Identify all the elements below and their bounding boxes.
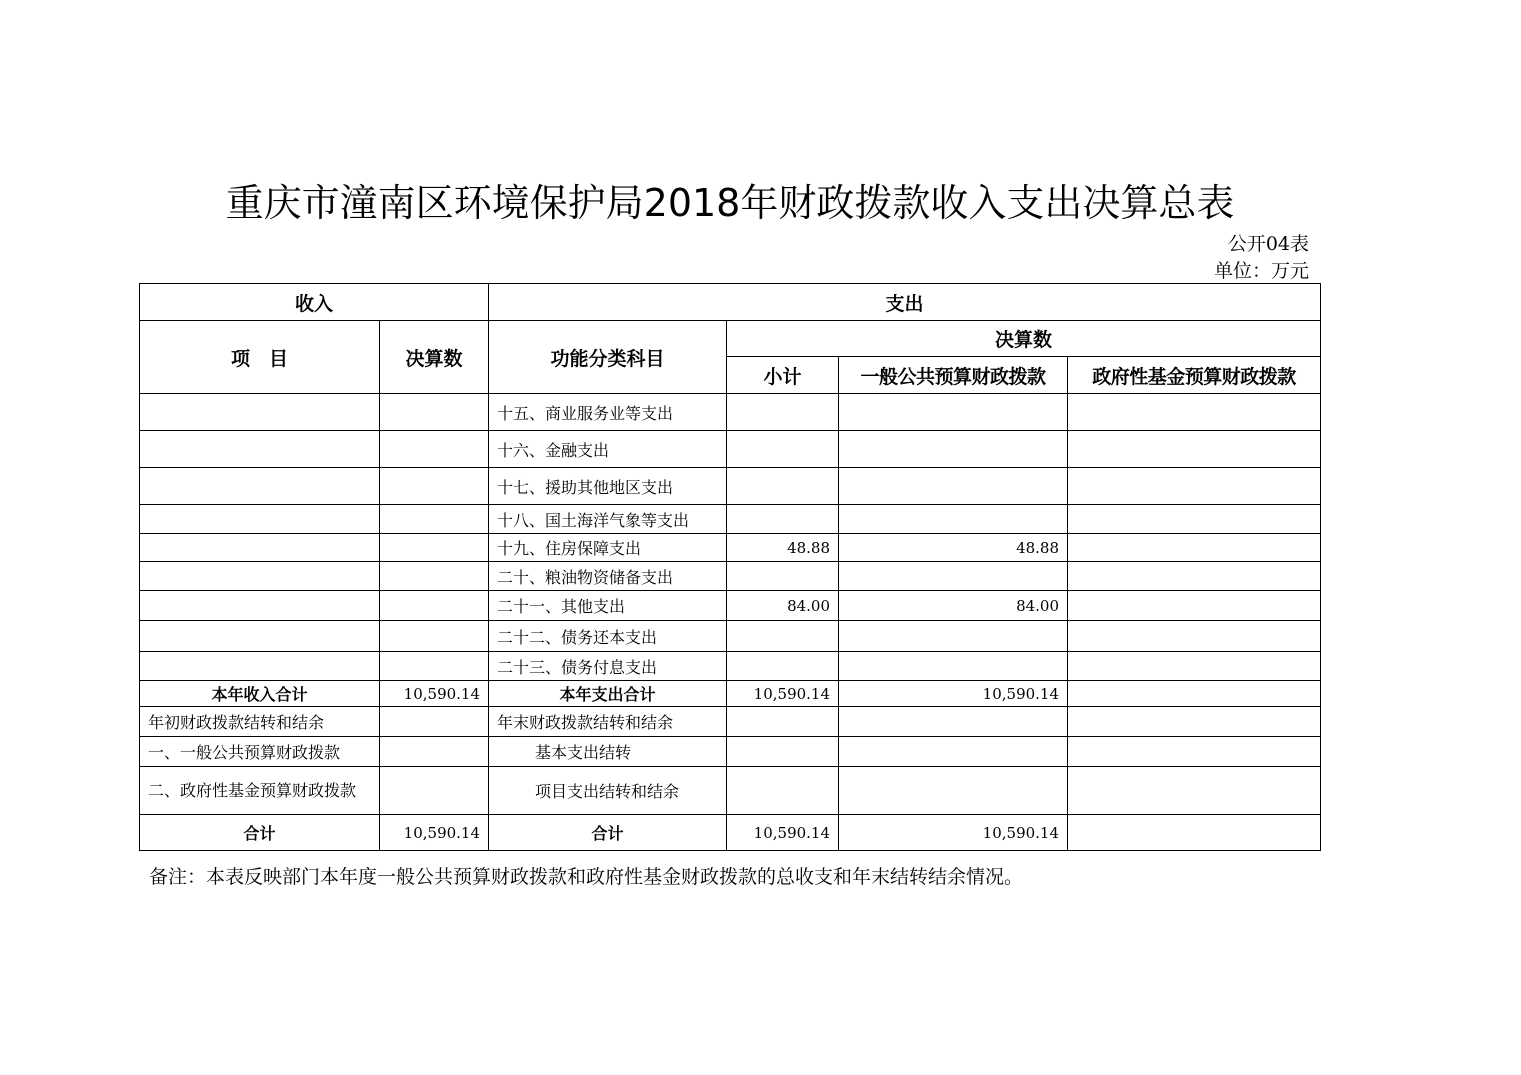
table-row (140, 431, 1321, 468)
category-cell: 二十一、其他支出 (489, 591, 727, 621)
table-row (140, 394, 1321, 431)
general-carry-label: 一、一般公共预算财政拨款 (140, 737, 380, 767)
general-cell: 48.88 (839, 534, 1068, 562)
grand-expense-subtotal: 10,590.14 (727, 815, 839, 851)
general-cell (839, 394, 1068, 431)
category-cell: 二十、粮油物资储备支出 (489, 562, 727, 591)
grand-income-value: 10,590.14 (380, 815, 489, 851)
table-row (140, 562, 1321, 591)
year-income-total-label: 本年收入合计 (140, 681, 380, 707)
category-cell: 十五、商业服务业等支出 (489, 394, 727, 431)
carry-row (140, 767, 1321, 815)
general-cell (839, 652, 1068, 681)
expense-header: 支出 (489, 284, 1321, 321)
func-category-header: 功能分类科目 (489, 321, 727, 394)
year-expense-subtotal: 10,590.14 (727, 681, 839, 707)
grand-total-row (140, 815, 1321, 851)
general-budget-header: 一般公共预算财政拨款 (839, 357, 1068, 394)
footnote: 备注：本表反映部门本年度一般公共预算财政拨款和政府性基金财政拨款的总收支和年末结转结余情况。 (149, 866, 1024, 888)
category-cell: 二十三、债务付息支出 (489, 652, 727, 681)
project-carry-label: 项目支出结转和结余 (489, 767, 727, 815)
unit-label: 单位：万元 (1213, 260, 1309, 282)
subtotal-cell: 84.00 (727, 591, 839, 621)
grand-income-label: 合计 (140, 815, 380, 851)
expense-amount-header: 决算数 (727, 321, 1321, 357)
category-cell: 十八、国土海洋气象等支出 (489, 505, 727, 534)
end-carry-label: 年末财政拨款结转和结余 (489, 707, 727, 737)
category-cell: 十九、住房保障支出 (489, 534, 727, 562)
form-number: 公开04表 (1227, 233, 1309, 255)
subtotal-cell (727, 431, 839, 468)
subtotal-header: 小计 (727, 357, 839, 394)
general-cell (839, 505, 1068, 534)
begin-carry-label: 年初财政拨款结转和结余 (140, 707, 380, 737)
budget-table (139, 283, 1321, 851)
carry-row (140, 707, 1321, 737)
table-row (140, 652, 1321, 681)
category-cell: 二十二、债务还本支出 (489, 621, 727, 652)
basic-carry-label: 基本支出结转 (489, 737, 727, 767)
year-expense-total-label: 本年支出合计 (489, 681, 727, 707)
table-row (140, 505, 1321, 534)
year-expense-general: 10,590.14 (839, 681, 1068, 707)
table-row (140, 591, 1321, 621)
subtotal-cell (727, 394, 839, 431)
year-total-row (140, 681, 1321, 707)
income-header: 收入 (140, 284, 489, 321)
year-income-total-value: 10,590.14 (380, 681, 489, 707)
header-row-2 (140, 321, 1321, 357)
table-row (140, 468, 1321, 505)
gov-fund-header: 政府性基金预算财政拨款 (1068, 357, 1321, 394)
gov-carry-label: 二、政府性基金预算财政拨款 (140, 767, 380, 815)
general-cell (839, 468, 1068, 505)
subtotal-cell (727, 652, 839, 681)
general-cell: 84.00 (839, 591, 1068, 621)
category-cell: 十六、金融支出 (489, 431, 727, 468)
income-amount-header: 决算数 (380, 321, 489, 394)
subtotal-cell (727, 505, 839, 534)
general-cell (839, 562, 1068, 591)
subtotal-cell (727, 621, 839, 652)
grand-expense-label: 合计 (489, 815, 727, 851)
category-cell: 十七、援助其他地区支出 (489, 468, 727, 505)
general-cell (839, 621, 1068, 652)
page-title: 重庆市潼南区环境保护局2018年财政拨款收入支出决算总表 (225, 181, 1235, 225)
subtotal-cell (727, 562, 839, 591)
general-cell (839, 431, 1068, 468)
subtotal-cell: 48.88 (727, 534, 839, 562)
carry-row (140, 737, 1321, 767)
table-row (140, 621, 1321, 652)
header-row-1 (140, 284, 1321, 321)
grand-expense-general: 10,590.14 (839, 815, 1068, 851)
table-row (140, 534, 1321, 562)
item-header: 项 目 (140, 321, 380, 394)
subtotal-cell (727, 468, 839, 505)
